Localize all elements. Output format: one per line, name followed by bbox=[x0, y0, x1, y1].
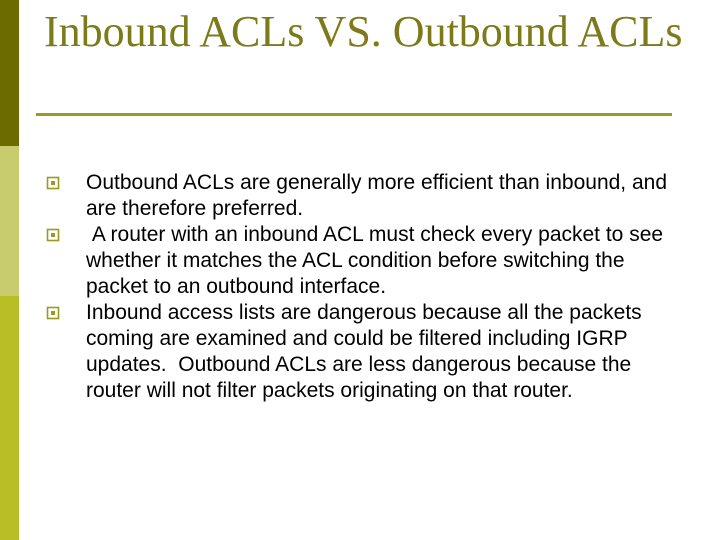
title-underline bbox=[36, 113, 672, 116]
sidebar-band-middle bbox=[0, 146, 19, 296]
bullet-item bbox=[46, 222, 686, 300]
sidebar-band-top bbox=[0, 0, 19, 146]
bullet-list bbox=[46, 170, 686, 404]
bullet-item bbox=[46, 170, 686, 222]
bullet-text: Inbound access lists are dangerous because all the packets coming are examined and could be filtered including IGRP updates. Outbound ACLs are less dangerous because the router will not filter packets originating on that router. bbox=[86, 301, 648, 402]
bullet-item bbox=[46, 300, 686, 404]
sidebar-band-bottom bbox=[0, 296, 19, 540]
bullet-text: A router with an inbound ACL must check every packet to see whether it matches the ACL condition before switching the packet to an outbound interface. bbox=[86, 223, 669, 298]
hollow-square-bullet-icon bbox=[46, 176, 60, 190]
hollow-square-bullet-icon bbox=[46, 228, 60, 242]
bullet-text: Outbound ACLs are generally more efficient than inbound, and are therefore preferred. bbox=[86, 171, 668, 220]
hollow-square-bullet-icon bbox=[46, 306, 60, 320]
slide-title: Inbound ACLs VS. Outbound ACLs bbox=[44, 7, 683, 56]
